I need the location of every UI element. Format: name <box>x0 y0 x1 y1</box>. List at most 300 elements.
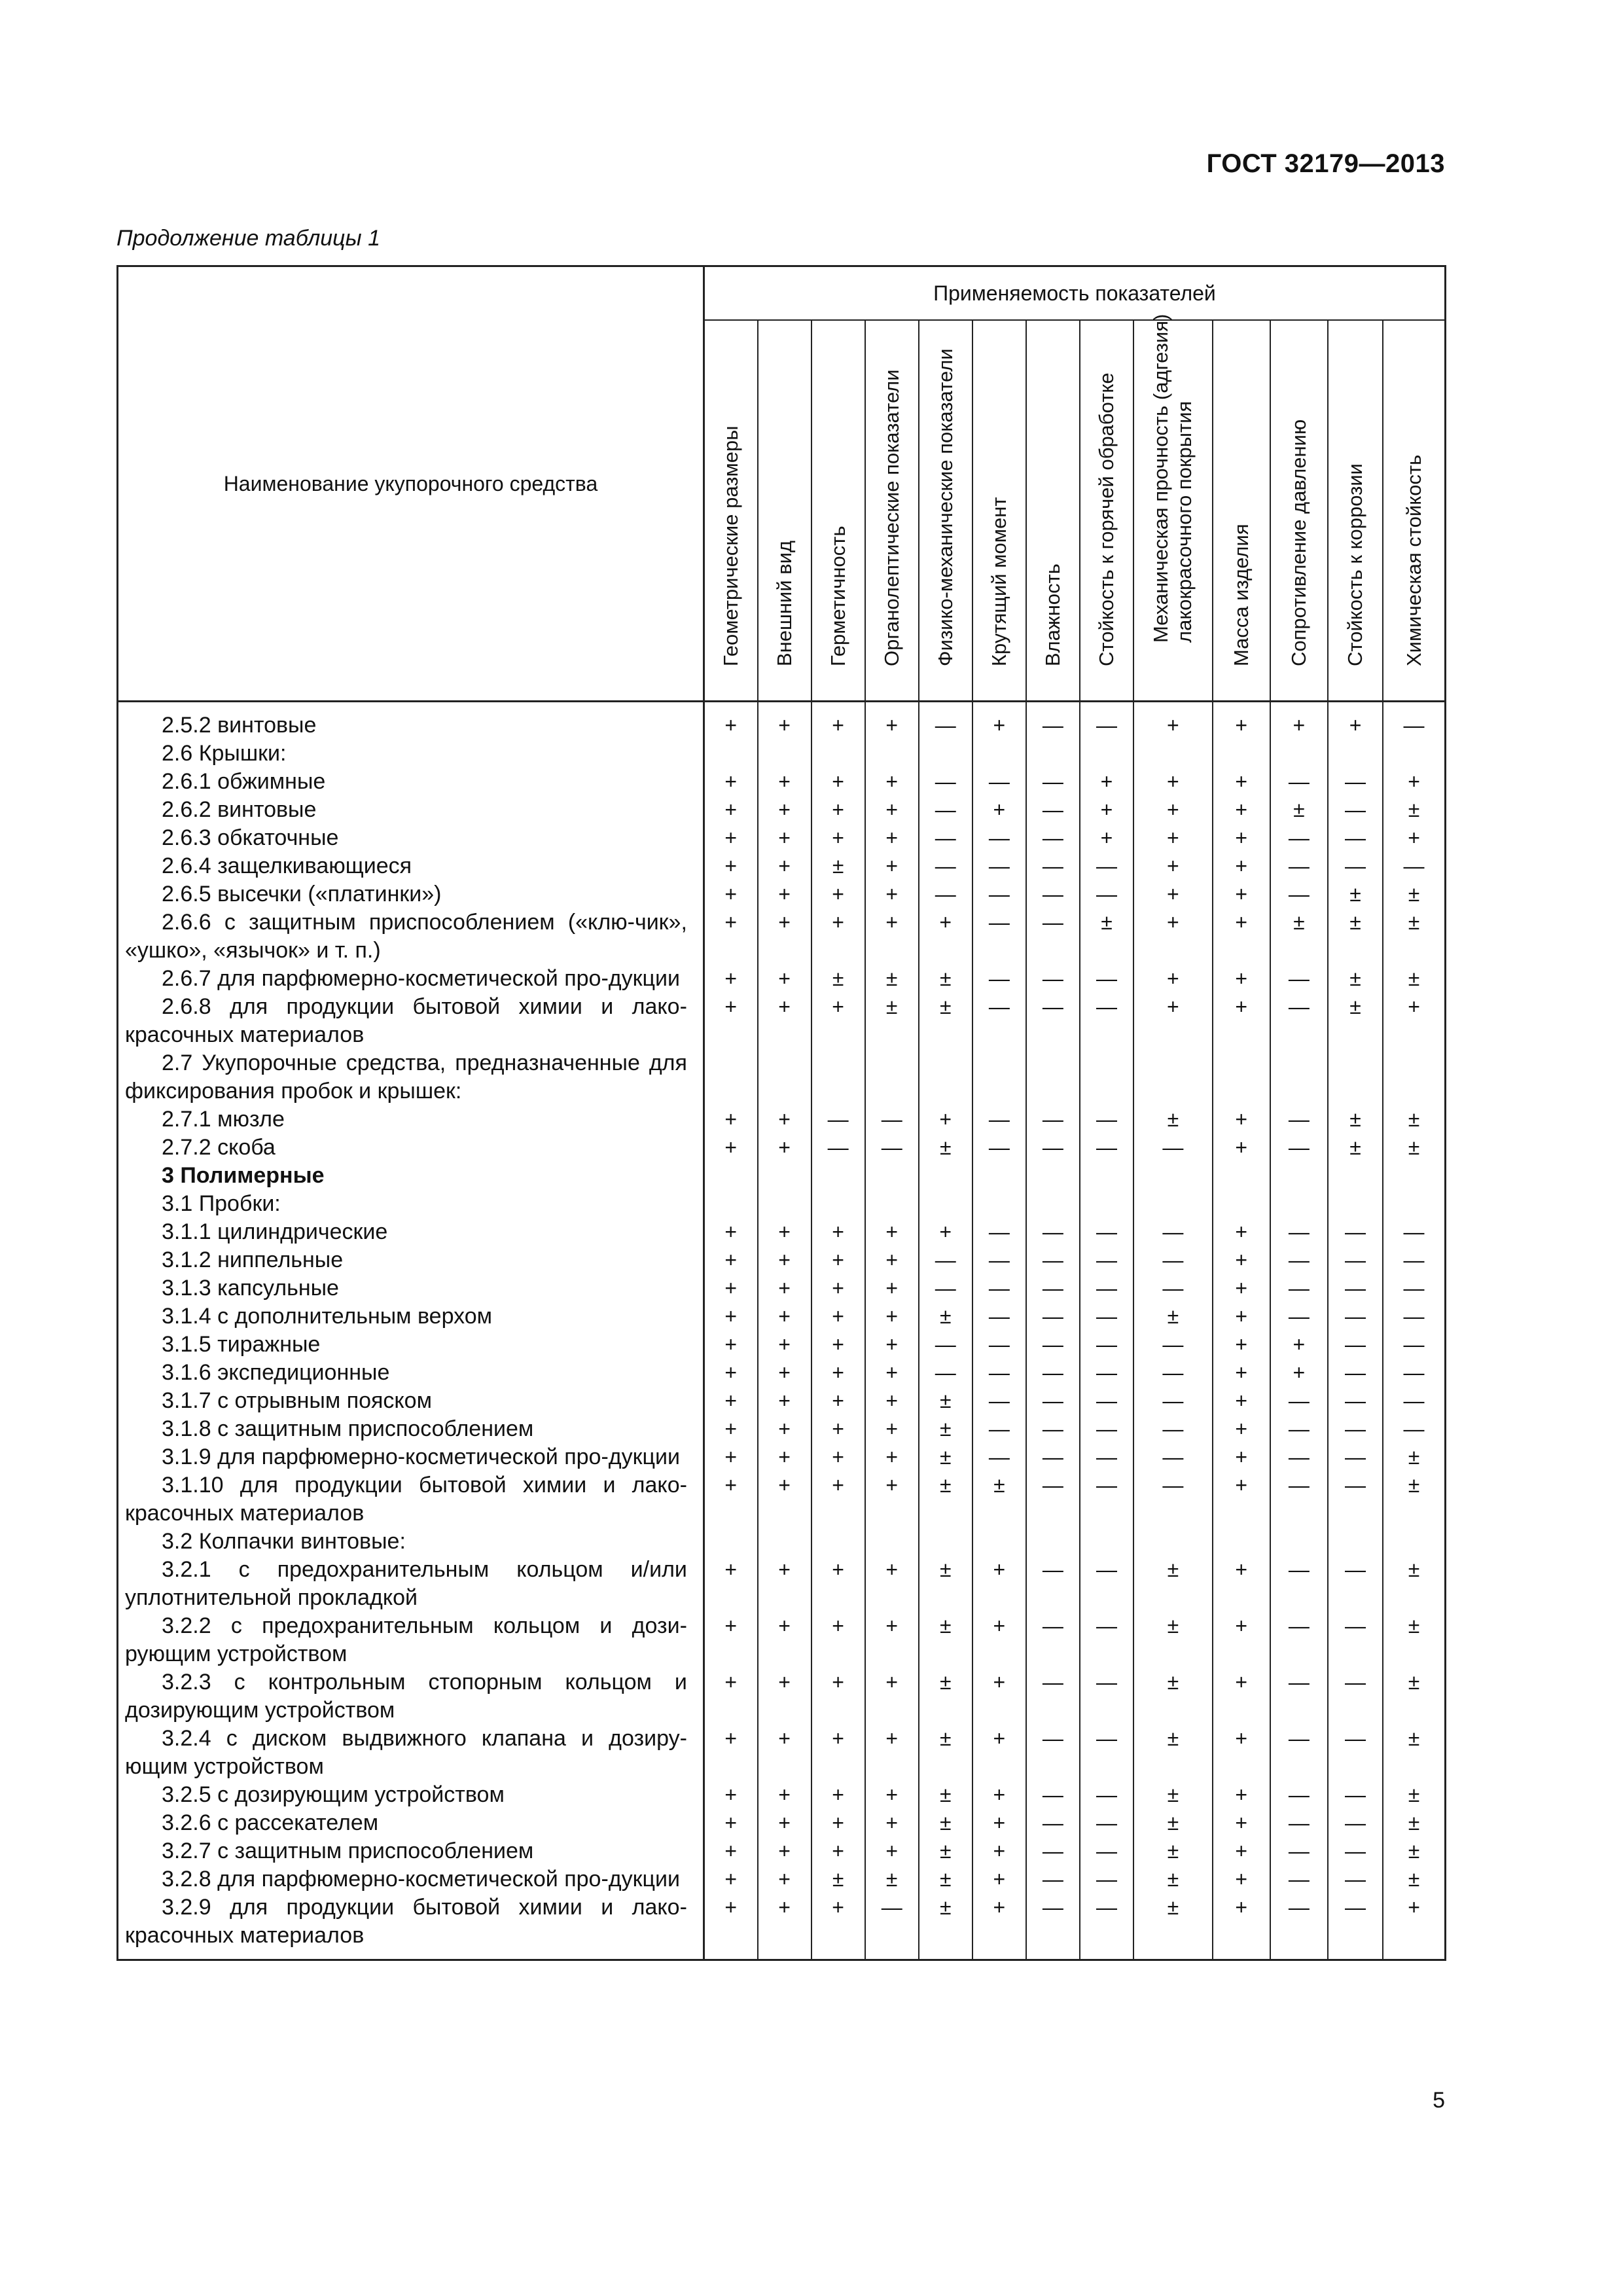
applicability-cell: ± <box>919 1443 972 1471</box>
applicability-cell: + <box>1080 796 1133 824</box>
item-name-header: Наименование укупорочного средства <box>118 266 704 702</box>
column-header-label: Крутящий момент <box>987 497 1010 666</box>
applicability-cell: — <box>1080 1893 1133 1960</box>
applicability-cell <box>758 1049 812 1105</box>
table-row <box>118 880 1446 908</box>
column-header-label: Сопротивление давлению <box>1287 419 1310 666</box>
column-header-label: Внешний вид <box>772 540 796 666</box>
applicability-cell: ± <box>1270 908 1328 965</box>
applicability-cell: + <box>758 1725 812 1781</box>
applicability-cell: ± <box>919 965 972 993</box>
applicability-cell: — <box>1328 1415 1383 1443</box>
applicability-cell: — <box>1383 1359 1445 1387</box>
applicability-cell: — <box>1133 1415 1213 1443</box>
applicability-cell: — <box>1026 1302 1080 1331</box>
applicability-cell: — <box>1026 1781 1080 1809</box>
applicability-cell: — <box>1080 852 1133 880</box>
applicability-cell: + <box>704 1331 757 1359</box>
applicability-cell: — <box>1383 1302 1445 1331</box>
applicability-cell: ± <box>1383 1865 1445 1893</box>
applicability-cell: + <box>972 1837 1026 1865</box>
applicability-cell: + <box>1133 768 1213 796</box>
applicability-cell: + <box>758 908 812 965</box>
row-name-text: 3.1.10 для продукции бытовой химии и лако-красочных материалов <box>125 1473 687 1526</box>
applicability-cell: ± <box>1383 1443 1445 1471</box>
applicability-cell: + <box>758 1105 812 1134</box>
applicability-cell: + <box>865 1331 919 1359</box>
applicability-cell: + <box>704 1134 757 1162</box>
applicability-cell: + <box>1133 880 1213 908</box>
row-name <box>118 1443 704 1471</box>
applicability-cell: + <box>972 1668 1026 1725</box>
applicability-cell <box>1213 1190 1270 1218</box>
table-row <box>118 1865 1446 1893</box>
applicability-cell: — <box>919 1246 972 1274</box>
row-name <box>118 880 704 908</box>
table-row <box>118 1415 1446 1443</box>
applicability-cell: — <box>1383 1415 1445 1443</box>
table-row <box>118 1218 1446 1246</box>
applicability-cell: — <box>1270 1781 1328 1809</box>
applicability-cell: ± <box>865 965 919 993</box>
applicability-cell: ± <box>1133 1725 1213 1781</box>
row-name-text: 3.1.2 ниппельные <box>162 1247 344 1272</box>
applicability-cell <box>758 1190 812 1218</box>
applicability-cell: ± <box>1383 1556 1445 1612</box>
applicability-cell: + <box>704 1612 757 1668</box>
applicability-cell: ± <box>1133 1302 1213 1331</box>
applicability-cell: — <box>1080 993 1133 1049</box>
applicability-cell: + <box>1213 1443 1270 1471</box>
applicability-cell: + <box>758 1443 812 1471</box>
applicability-cell: + <box>1213 1105 1270 1134</box>
applicability-cell <box>704 1162 757 1190</box>
applicability-cell: ± <box>1328 1105 1383 1134</box>
applicability-cell: + <box>812 908 865 965</box>
applicability-cell: ± <box>919 1302 972 1331</box>
table-row <box>118 1725 1446 1781</box>
applicability-cell: — <box>972 908 1026 965</box>
row-name <box>118 1274 704 1302</box>
applicability-cell: — <box>972 880 1026 908</box>
applicability-cell: — <box>1328 1612 1383 1668</box>
applicability-cell: + <box>758 702 812 740</box>
column-header <box>1080 320 1133 702</box>
table-row <box>118 702 1446 740</box>
row-name <box>118 852 704 880</box>
row-name <box>118 824 704 852</box>
applicability-cell: — <box>1270 1612 1328 1668</box>
table-row <box>118 1190 1446 1218</box>
applicability-cell <box>919 1190 972 1218</box>
applicability-cell: — <box>1328 1443 1383 1471</box>
row-name-text: 2.6 Крышки: <box>162 741 287 766</box>
applicability-cell: — <box>919 768 972 796</box>
applicability-cell: + <box>812 1556 865 1612</box>
applicability-cell: — <box>1328 852 1383 880</box>
applicability-cell: — <box>1133 1331 1213 1359</box>
row-name <box>118 796 704 824</box>
applicability-cell: — <box>1270 852 1328 880</box>
applicability-cell: + <box>812 1331 865 1359</box>
applicability-cell: + <box>865 1725 919 1781</box>
applicability-cell: — <box>1270 1134 1328 1162</box>
applicability-cell: — <box>1270 1218 1328 1246</box>
applicability-cell: ± <box>919 1725 972 1781</box>
applicability-cell: — <box>1080 1387 1133 1415</box>
column-header-label: Масса изделия <box>1229 524 1253 666</box>
applicability-cell <box>919 1162 972 1190</box>
applicability-cell: — <box>1026 1725 1080 1781</box>
applicability-cell: — <box>1026 1387 1080 1415</box>
applicability-cell: + <box>812 1781 865 1809</box>
applicability-cell: + <box>812 796 865 824</box>
table-row <box>118 1331 1446 1359</box>
applicability-cell: — <box>1133 1359 1213 1387</box>
applicability-cell: ± <box>1383 1837 1445 1865</box>
applicability-cell: + <box>704 852 757 880</box>
applicability-cell: + <box>1133 824 1213 852</box>
applicability-cell: — <box>1328 1331 1383 1359</box>
applicability-cell: + <box>704 1246 757 1274</box>
applicability-cell: ± <box>1383 1725 1445 1781</box>
applicability-cell: ± <box>1383 796 1445 824</box>
applicability-cell: — <box>1270 1837 1328 1865</box>
applicability-cell: + <box>865 768 919 796</box>
column-header <box>865 320 919 702</box>
applicability-cell: + <box>972 1809 1026 1837</box>
applicability-cell: + <box>865 824 919 852</box>
applicability-cell: — <box>1026 796 1080 824</box>
row-name <box>118 1781 704 1809</box>
applicability-cell: — <box>865 1105 919 1134</box>
applicability-cell: ± <box>1133 1612 1213 1668</box>
row-name-text: 3.2.5 с дозирующим устройством <box>162 1782 505 1807</box>
applicability-cell: — <box>972 965 1026 993</box>
applicability-cell <box>919 740 972 768</box>
applicability-cell: + <box>704 1668 757 1725</box>
table-row <box>118 1471 1446 1528</box>
applicability-cell: + <box>704 1387 757 1415</box>
applicability-cell: — <box>1328 1359 1383 1387</box>
row-name-text: 3.2.8 для парфюмерно-косметической про-дукции <box>162 1867 680 1892</box>
applicability-cell: — <box>1270 965 1328 993</box>
applicability-cell: + <box>812 1612 865 1668</box>
row-name-text: 3.1.7 с отрывным пояском <box>162 1388 432 1413</box>
table-row <box>118 1809 1446 1837</box>
applicability-cell: + <box>1270 1331 1328 1359</box>
applicability-cell: ± <box>1080 908 1133 965</box>
applicability-cell: — <box>1133 1387 1213 1415</box>
applicability-cell: + <box>865 1359 919 1387</box>
applicability-cell <box>865 1528 919 1556</box>
applicability-cell: — <box>1270 1668 1328 1725</box>
row-name-text: 2.6.1 обжимные <box>162 769 326 794</box>
applicability-cell: ± <box>919 1415 972 1443</box>
column-header <box>758 320 812 702</box>
applicability-cell: — <box>1133 1274 1213 1302</box>
applicability-cell: + <box>972 1781 1026 1809</box>
applicability-cell: — <box>1270 1725 1328 1781</box>
applicability-cell: ± <box>865 1865 919 1893</box>
applicability-cell: + <box>758 965 812 993</box>
applicability-cell: + <box>1213 1218 1270 1246</box>
applicability-cell: — <box>1026 880 1080 908</box>
table-row <box>118 1359 1446 1387</box>
applicability-cell <box>812 1162 865 1190</box>
applicability-cell: ± <box>1383 1471 1445 1528</box>
applicability-cell: — <box>1080 1246 1133 1274</box>
table-row <box>118 768 1446 796</box>
applicability-cell <box>1080 1190 1133 1218</box>
applicability-cell <box>1080 740 1133 768</box>
row-name-text: 3.1.6 экспедиционные <box>162 1360 390 1385</box>
applicability-cell: + <box>758 1246 812 1274</box>
applicability-cell <box>865 1190 919 1218</box>
applicability-cell: + <box>758 824 812 852</box>
applicability-cell <box>758 1162 812 1190</box>
applicability-cell: + <box>865 908 919 965</box>
applicability-cell <box>1026 1528 1080 1556</box>
applicability-cell: + <box>865 1668 919 1725</box>
applicability-cell <box>1270 1528 1328 1556</box>
applicability-cell: + <box>1213 1302 1270 1331</box>
applicability-cell: ± <box>865 993 919 1049</box>
applicability-cell: — <box>1026 824 1080 852</box>
applicability-cell: + <box>704 880 757 908</box>
applicability-cell: — <box>1383 1331 1445 1359</box>
applicability-cell: + <box>758 1837 812 1865</box>
applicability-cell: + <box>865 852 919 880</box>
applicability-cell: + <box>704 1725 757 1781</box>
applicability-cell: — <box>1026 1359 1080 1387</box>
applicability-cell: + <box>812 1809 865 1837</box>
applicability-cell: — <box>1328 1893 1383 1960</box>
applicability-cell: — <box>1328 824 1383 852</box>
row-name-text: 2.6.6 с защитным приспособлением («клю-чик», «ушко», «язычок» и т. п.) <box>125 910 687 963</box>
applicability-cell: + <box>1213 1668 1270 1725</box>
applicability-cell: + <box>812 1443 865 1471</box>
applicability-cell <box>704 1528 757 1556</box>
applicability-cell: + <box>812 1246 865 1274</box>
applicability-cell: — <box>1270 1246 1328 1274</box>
row-name <box>118 1105 704 1134</box>
column-header-label: Влажность <box>1041 564 1064 666</box>
applicability-cell: + <box>865 1274 919 1302</box>
applicability-cell: + <box>758 852 812 880</box>
applicability-cell: — <box>1026 1105 1080 1134</box>
applicability-cell: + <box>758 1274 812 1302</box>
applicability-cell: — <box>1080 1865 1133 1893</box>
applicability-cell: ± <box>919 1809 972 1837</box>
table-row <box>118 1274 1446 1302</box>
applicability-cell: + <box>758 993 812 1049</box>
applicability-cell <box>1383 1528 1445 1556</box>
applicability-cell: + <box>704 1837 757 1865</box>
applicability-cell: + <box>812 1725 865 1781</box>
applicability-cell: + <box>812 824 865 852</box>
applicability-cell: + <box>704 1471 757 1528</box>
applicability-cell: — <box>1080 1443 1133 1471</box>
applicability-cell: — <box>1133 1471 1213 1528</box>
applicability-cell: — <box>1026 1218 1080 1246</box>
row-name-text: 2.6.4 защелкивающиеся <box>162 853 412 878</box>
row-name <box>118 908 704 965</box>
applicability-cell: — <box>1080 1781 1133 1809</box>
applicability-cell: ± <box>1383 1809 1445 1837</box>
applicability-cell: — <box>1026 768 1080 796</box>
column-header <box>919 320 972 702</box>
group-header-row <box>118 266 1446 321</box>
applicability-cell <box>758 1528 812 1556</box>
applicability-cell: + <box>704 824 757 852</box>
applicability-cell <box>758 740 812 768</box>
applicability-cell: — <box>1080 1471 1133 1528</box>
applicability-cell <box>1270 740 1328 768</box>
applicability-cell: — <box>1383 1387 1445 1415</box>
applicability-cell: ± <box>1383 880 1445 908</box>
applicability-cell: + <box>1213 880 1270 908</box>
applicability-cell: + <box>1133 702 1213 740</box>
applicability-cell: + <box>1213 1725 1270 1781</box>
applicability-cell: + <box>865 1612 919 1668</box>
table-row <box>118 1162 1446 1190</box>
applicability-cell: — <box>972 1415 1026 1443</box>
applicability-cell: ± <box>1133 1809 1213 1837</box>
applicability-cell: + <box>758 1865 812 1893</box>
applicability-cell: — <box>1026 852 1080 880</box>
column-header-label: Стойкость к горячей обработке <box>1095 372 1118 666</box>
applicability-cell: — <box>1383 1246 1445 1274</box>
applicability-cell: + <box>812 993 865 1049</box>
applicability-cell: + <box>704 1443 757 1471</box>
applicability-cell: + <box>865 1387 919 1415</box>
applicability-cell: — <box>1080 1134 1133 1162</box>
applicability-cell: — <box>1080 1837 1133 1865</box>
applicability-cell: ± <box>919 1134 972 1162</box>
row-name <box>118 1049 704 1105</box>
row-name-text: 3.1.5 тиражные <box>162 1332 321 1357</box>
applicability-cell <box>1328 1049 1383 1105</box>
row-name <box>118 1302 704 1331</box>
applicability-cell: + <box>758 1415 812 1443</box>
row-name <box>118 1359 704 1387</box>
applicability-cell: ± <box>1133 1556 1213 1612</box>
applicability-cell: + <box>1213 1415 1270 1443</box>
applicability-cell <box>1328 740 1383 768</box>
table-row <box>118 1134 1446 1162</box>
table-row <box>118 1528 1446 1556</box>
row-name-text: 2.7.2 скоба <box>162 1135 276 1160</box>
applicability-cell <box>865 1162 919 1190</box>
applicability-cell: + <box>704 702 757 740</box>
row-name <box>118 965 704 993</box>
applicability-cell <box>919 1528 972 1556</box>
applicability-cell: + <box>865 1302 919 1331</box>
applicability-cell: + <box>812 1218 865 1246</box>
applicability-cell: + <box>704 1893 757 1960</box>
column-header-label: Герметичность <box>826 526 849 666</box>
table-row <box>118 824 1446 852</box>
table-row <box>118 1556 1446 1612</box>
applicability-cell: + <box>1213 852 1270 880</box>
row-name <box>118 1415 704 1443</box>
column-header <box>1133 314 1213 702</box>
applicability-cell: + <box>812 1359 865 1387</box>
applicability-cell: — <box>1080 1331 1133 1359</box>
applicability-cell: ± <box>1328 993 1383 1049</box>
applicability-cell: + <box>1383 824 1445 852</box>
applicability-cell: — <box>1026 1893 1080 1960</box>
column-header-label: Геометрические размеры <box>719 425 742 666</box>
applicability-cell <box>1270 1162 1328 1190</box>
row-name-text: 3 Полимерные <box>162 1163 325 1188</box>
applicability-cell: — <box>1080 1612 1133 1668</box>
applicability-cell: + <box>1213 1781 1270 1809</box>
row-name <box>118 1190 704 1218</box>
applicability-cell: — <box>972 1134 1026 1162</box>
applicability-cell: + <box>1213 1274 1270 1302</box>
table-row <box>118 1302 1446 1331</box>
applicability-cell: — <box>1026 965 1080 993</box>
applicability-cell: + <box>865 1471 919 1528</box>
column-header <box>812 320 865 702</box>
applicability-cell: ± <box>1133 1893 1213 1960</box>
applicability-cell <box>1328 1162 1383 1190</box>
row-name-text: 3.2 Колпачки винтовые: <box>162 1529 406 1554</box>
row-name <box>118 1612 704 1668</box>
applicability-cell: — <box>1080 1725 1133 1781</box>
row-name-text: 3.2.7 с защитным приспособлением <box>162 1839 534 1863</box>
applicability-cell: ± <box>1328 880 1383 908</box>
row-name-text: 2.7 Укупорочные средства, предназначенные для фиксирования пробок и крышек: <box>125 1050 687 1103</box>
applicability-cell: — <box>1383 702 1445 740</box>
applicability-cell: — <box>1080 1556 1133 1612</box>
applicability-cell: + <box>1080 824 1133 852</box>
applicability-cell: + <box>1213 1387 1270 1415</box>
row-name <box>118 1218 704 1246</box>
page-number: 5 <box>1433 2088 1445 2113</box>
applicability-cell: + <box>812 1837 865 1865</box>
applicability-cell: — <box>1080 880 1133 908</box>
row-name-text: 3.1.4 с дополнительным верхом <box>162 1304 493 1329</box>
applicability-cell: — <box>1133 1443 1213 1471</box>
applicability-cell: — <box>1270 880 1328 908</box>
row-name-text: 3.1.1 цилиндрические <box>162 1219 388 1244</box>
applicability-cell: ± <box>1383 965 1445 993</box>
applicability-cell: + <box>972 702 1026 740</box>
applicability-cell: — <box>919 1274 972 1302</box>
applicability-cell: — <box>1328 1556 1383 1612</box>
table-row <box>118 993 1446 1049</box>
applicability-cell <box>972 1049 1026 1105</box>
applicability-cell <box>812 740 865 768</box>
applicability-cell: + <box>812 1415 865 1443</box>
applicability-cell: + <box>758 1331 812 1359</box>
column-header-label: Механическая прочность (адгезия) лакокрасочного покрытия <box>1149 314 1196 643</box>
applicability-cell: + <box>758 1218 812 1246</box>
column-header-label: Физико-механические показатели <box>933 348 957 666</box>
column-header-label: Органолептические показатели <box>880 369 903 666</box>
applicability-cell: + <box>919 1218 972 1246</box>
applicability-cell: — <box>972 1443 1026 1471</box>
applicability-cell: — <box>1328 1218 1383 1246</box>
applicability-cell: — <box>1080 965 1133 993</box>
column-header-label: Химическая стойкость <box>1402 454 1425 666</box>
applicability-cell: + <box>704 1105 757 1134</box>
row-name <box>118 1668 704 1725</box>
applicability-cell: — <box>1026 1415 1080 1443</box>
